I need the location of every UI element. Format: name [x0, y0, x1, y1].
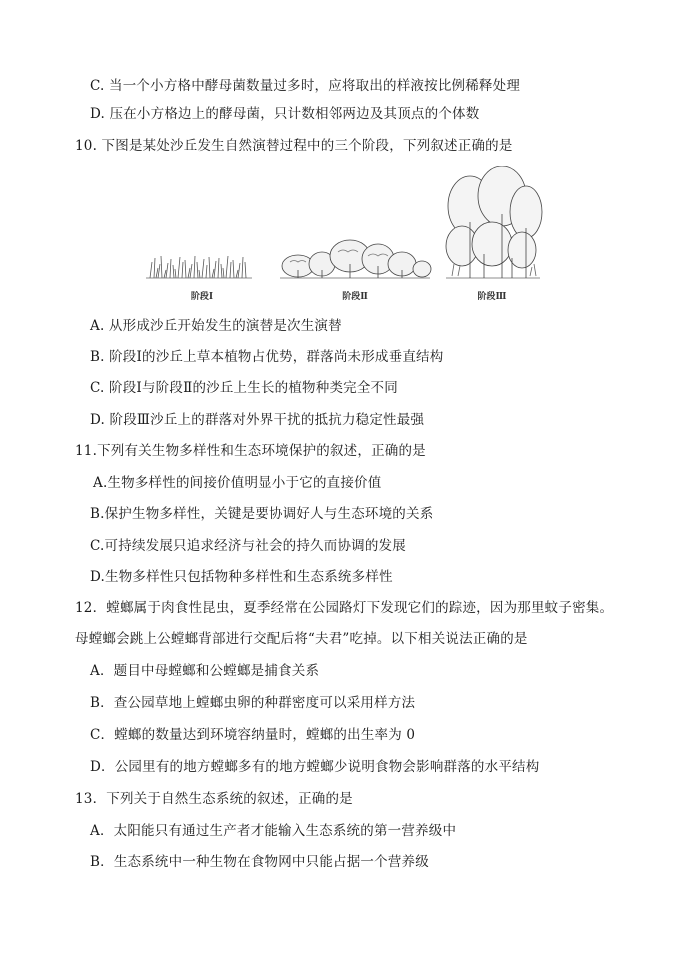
- q10-stem: 10. 下图是某处沙丘发生自然演替过程中的三个阶段，下列叙述正确的是: [75, 138, 513, 154]
- q13-stem: 13．下列关于自然生态系统的叙述，正确的是: [75, 791, 353, 807]
- q11-option-c: C.可持续发展只追求经济与社会的持久而协调的发展: [90, 538, 406, 554]
- q12-option-c: C．螳螂的数量达到环境容纳量时，螳螂的出生率为 0: [90, 727, 416, 743]
- q11-option-d: D.生物多样性只包括物种多样性和生态系统多样性: [90, 569, 393, 585]
- stage-2-shrub-illustration: [280, 240, 431, 278]
- q9-option-c: C. 当一个小方格中酵母菌数量过多时，应将取出的样液按比例稀释处理: [90, 78, 521, 94]
- q12-stem-line-2: 母螳螂会跳上公螳螂背部进行交配后将“夫君”吃掉。以下相关说法正确的是: [75, 631, 528, 647]
- stage-3-label: 阶段Ⅲ: [477, 292, 507, 302]
- succession-figure: [140, 166, 545, 304]
- q10-option-c: C. 阶段Ⅰ与阶段Ⅱ的沙丘上生长的植物种类完全不同: [90, 380, 398, 396]
- q13-option-a: A．太阳能只有通过生产者才能输入生态系统的第一营养级中: [90, 823, 457, 839]
- q10-option-b: B. 阶段Ⅰ的沙丘上草本植物占优势，群落尚未形成垂直结构: [90, 349, 444, 365]
- stage-2-label: 阶段Ⅱ: [342, 292, 368, 302]
- stage-1-label: 阶段Ⅰ: [190, 292, 214, 302]
- q11-option-a: A.生物多样性的间接价值明显小于它的直接价值: [93, 475, 382, 491]
- q10-option-a: A. 从形成沙丘开始发生的演替是次生演替: [90, 318, 342, 334]
- q13-option-b: B．生态系统中一种生物在食物网中只能占据一个营养级: [90, 854, 429, 870]
- stage-1-grass-illustration: [146, 256, 252, 278]
- q12-stem-line-1: 12．螳螂属于肉食性昆虫，夏季经常在公园路灯下发现它们的踪迹，因为那里蚊子密集。: [75, 600, 614, 616]
- q10-option-d: D. 阶段Ⅲ沙丘上的群落对外界干扰的抵抗力稳定性最强: [90, 412, 425, 428]
- q9-option-d: D. 压在小方格边上的酵母菌，只计数相邻两边及其顶点的个体数: [90, 106, 480, 122]
- q11-stem: 11.下列有关生物多样性和生态环境保护的叙述，正确的是: [75, 443, 426, 459]
- q12-option-a: A．题目中母螳螂和公螳螂是捕食关系: [90, 663, 320, 679]
- q12-option-d: D．公园里有的地方螳螂多有的地方螳螂少说明食物会影响群落的水平结构: [90, 759, 540, 775]
- q12-option-b: B．查公园草地上螳螂虫卵的种群密度可以采用样方法: [90, 695, 416, 711]
- q11-option-b: B.保护生物多样性，关键是要协调好人与生态环境的关系: [90, 506, 434, 522]
- stage-3-forest-illustration: [446, 166, 542, 278]
